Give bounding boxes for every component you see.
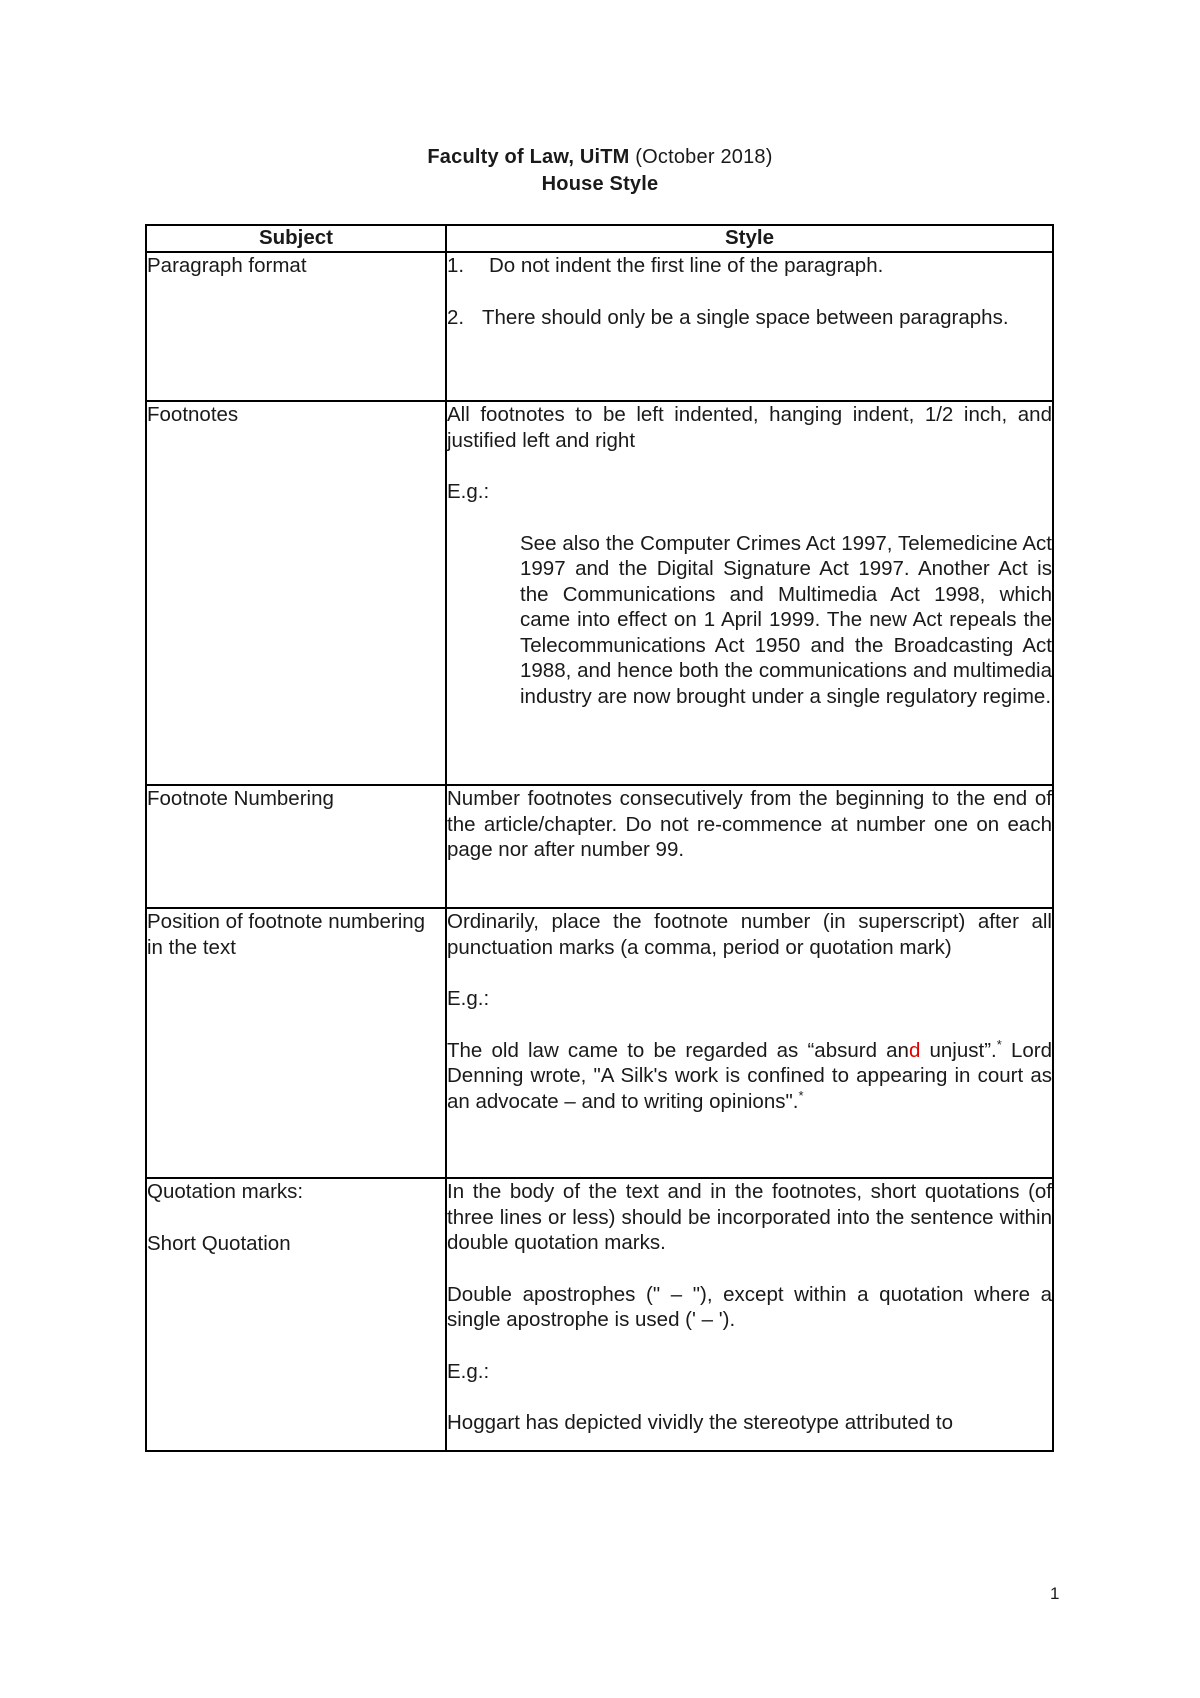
list-text: Do not indent the first line of the paragraph.	[489, 254, 884, 277]
style-text: Ordinarily, place the footnote number (in superscript) after all punctuation marks (a comma, period or quotation mark)	[447, 910, 1052, 959]
subject-cell	[146, 252, 446, 401]
subject-paragraph-format: Paragraph format	[147, 254, 307, 277]
list-text: There should only be a single space between paragraphs.	[482, 305, 1009, 329]
subject-footnotes: Footnotes	[147, 403, 239, 426]
style-cell	[446, 401, 1053, 785]
style-cell	[446, 1178, 1053, 1451]
list-item	[447, 305, 1052, 331]
house-style-heading: House Style	[541, 173, 659, 195]
subject-cell	[146, 908, 446, 1178]
example-2-part: Lord Denning wrote, "A Silk's work is confined to appearing in court as an advocate – and to writing opinions".	[447, 1038, 1052, 1113]
subject-cell	[146, 1178, 446, 1451]
page-number: 1	[1050, 1584, 1060, 1603]
example-sentence-1	[447, 1036, 1002, 1062]
example-text: Hoggart has depicted vividly the stereotype attributed to	[447, 1411, 953, 1434]
subject-footnote-numbering: Footnote Numbering	[147, 787, 334, 810]
subject-cell	[146, 401, 446, 785]
highlighted-letter: d	[908, 1038, 921, 1062]
style-cell	[446, 252, 1053, 401]
example-1-part: unjust”.	[920, 1038, 997, 1062]
table-row-quotation-marks	[146, 1178, 1053, 1451]
style-text: Number footnotes consecutively from the beginning to the end of the article/chapter. Do not re-commence at number one on each page nor after number 99.	[447, 787, 1052, 861]
table-row-paragraph-format	[146, 252, 1053, 401]
list-number: 1.	[447, 254, 465, 277]
subject-footnote-position: Position of footnote numbering in the text	[147, 910, 426, 959]
column-header-subject: Subject	[146, 225, 446, 252]
example-text	[447, 1038, 1052, 1115]
example-label: E.g.:	[447, 1359, 490, 1383]
style-text: In the body of the text and in the footnotes, short quotations (of three lines or less) should be incorporated into the sentence within double quotation marks.	[447, 1180, 1052, 1254]
subject-cell	[146, 785, 446, 908]
table-header-row	[146, 225, 1053, 252]
style-text: All footnotes to be left indented, hanging indent, 1/2 inch, and justified left and right	[447, 403, 1052, 452]
document-date: (October 2018)	[629, 146, 773, 168]
style-text: Double apostrophes (" – "), except within a quotation where a single apostrophe is used (' – ').	[447, 1282, 1052, 1331]
subject-short-quotation: Short Quotation	[147, 1231, 291, 1255]
subject-quotation-marks: Quotation marks:	[147, 1180, 304, 1203]
example-footnote-quote: See also the Computer Crimes Act 1997, Telemedicine Act 1997 and the Digital Signature Act 1997. Another Act is the Communications and Multimedia Act 1998, which came into effect on 1 April 1999. The new Act repeals the Telecommunications Act 1950 and the Broadcasting Act 1988, and hence both the communications and multimedia industry are now brought under a single regulatory regime.	[520, 531, 1052, 708]
list-item	[447, 253, 1052, 279]
document-header	[0, 144, 1200, 198]
example-1-part: The old law came to be regarded as “absurd an	[447, 1038, 909, 1062]
list-number: 2.	[447, 305, 465, 329]
style-cell	[446, 908, 1053, 1178]
table-row-footnote-numbering	[146, 785, 1053, 908]
example-label: E.g.:	[447, 987, 490, 1010]
house-style-table	[145, 224, 1054, 1452]
column-header-style: Style	[446, 225, 1053, 252]
document-subtitle	[0, 171, 1200, 198]
style-cell	[446, 785, 1053, 908]
table-row-footnote-position	[146, 908, 1053, 1178]
example-label: E.g.:	[447, 480, 490, 503]
footnote-marker: *	[798, 1087, 804, 1103]
document-title	[0, 144, 1200, 171]
table-row-footnotes	[146, 401, 1053, 785]
faculty-name: Faculty of Law, UiTM	[427, 146, 630, 168]
footnote-marker: *	[996, 1036, 1002, 1052]
